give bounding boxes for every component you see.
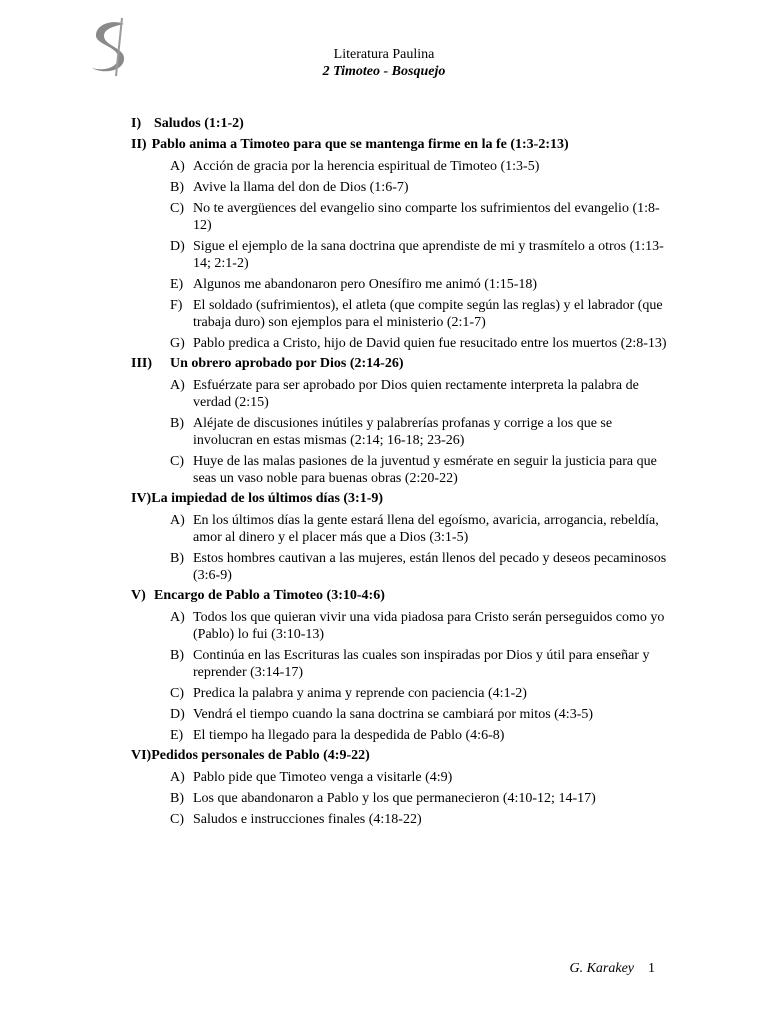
subpoint-list xyxy=(131,769,671,828)
subpoint-letter: C) xyxy=(170,201,184,216)
section-heading xyxy=(131,587,671,605)
subpoint-letter: G) xyxy=(170,336,185,351)
subpoint-text: Continúa en las Escrituras las cuales son inspiradas por Dios y útil para enseñar y reprender (3:14-17) xyxy=(193,648,650,680)
subpoint-item xyxy=(131,609,671,643)
subpoint-letter: A) xyxy=(170,378,185,393)
subpoint-item xyxy=(131,512,671,546)
subpoint-letter: B) xyxy=(170,648,184,663)
section-number: III) xyxy=(131,356,153,371)
subpoint-list xyxy=(131,609,671,744)
subpoint-text: Todos los que quieran vivir una vida piadosa para Cristo serán perseguidos como yo (Pablo) lo fui (3:10-13) xyxy=(193,610,665,642)
subpoint-letter: B) xyxy=(170,791,184,806)
subpoint-letter: E) xyxy=(170,277,184,292)
author-name: G. Karakey xyxy=(569,961,634,976)
subpoint-item xyxy=(131,790,671,807)
subpoint-text: No te avergüences del evangelio sino comparte los sufrimientos del evangelio (1:8-12) xyxy=(193,201,660,233)
subpoint-item xyxy=(131,550,671,584)
section-number: IV) xyxy=(131,491,152,506)
subpoint-letter: B) xyxy=(170,416,184,431)
page-footer xyxy=(569,960,655,977)
outline-section xyxy=(131,355,671,487)
subpoint-item xyxy=(131,811,671,828)
subpoint-text: Saludos e instrucciones finales (4:18-22) xyxy=(193,812,422,827)
document-title: 2 Timoteo - Bosquejo xyxy=(322,64,446,79)
subpoint-list xyxy=(131,377,671,487)
subpoint-text: Sigue el ejemplo de la sana doctrina que aprendiste de mi y trasmítelo a otros (1:13-14; 2:1-2) xyxy=(193,239,664,271)
section-number: V) xyxy=(131,588,146,603)
subpoint-text: Acción de gracia por la herencia espiritual de Timoteo (1:3-5) xyxy=(193,159,540,174)
subpoint-item xyxy=(131,179,671,196)
subpoint-letter: A) xyxy=(170,159,185,174)
subpoint-list xyxy=(131,158,671,352)
subpoint-item xyxy=(131,727,671,744)
section-title: La impiedad de los últimos días (3:1-9) xyxy=(151,491,384,506)
subpoint-text: Los que abandonaron a Pablo y los que permanecieron (4:10-12; 14-17) xyxy=(193,791,596,806)
section-heading xyxy=(131,136,671,154)
subpoint-letter: D) xyxy=(170,239,185,254)
subpoint-text: Pablo predica a Cristo, hijo de David quien fue resucitado entre los muertos (2:8-13) xyxy=(193,336,667,351)
subpoint-item xyxy=(131,706,671,723)
subpoint-item xyxy=(131,647,671,681)
outline-section xyxy=(131,490,671,584)
section-number: I) xyxy=(131,116,142,131)
subpoint-item xyxy=(131,276,671,293)
subpoint-text: Estos hombres cautivan a las mujeres, están llenos del pecado y deseos pecaminosos (3:6-9) xyxy=(193,551,667,583)
section-number: II) xyxy=(131,137,147,152)
subpoint-item xyxy=(131,297,671,331)
subpoint-text: Avive la llama del don de Dios (1:6-7) xyxy=(193,180,409,195)
section-number: VI) xyxy=(131,748,152,763)
section-title: Encargo de Pablo a Timoteo (3:10-4:6) xyxy=(154,588,385,603)
subpoint-text: Predica la palabra y anima y reprende con paciencia (4:1-2) xyxy=(193,686,527,701)
subpoint-letter: A) xyxy=(170,610,185,625)
subpoint-item xyxy=(131,377,671,411)
subpoint-item xyxy=(131,769,671,786)
subpoint-letter: B) xyxy=(170,551,184,566)
outline-section xyxy=(131,115,671,133)
section-heading xyxy=(131,355,671,373)
outline-section xyxy=(131,587,671,744)
document-header xyxy=(0,46,768,80)
section-title: Un obrero aprobado por Dios (2:14-26) xyxy=(170,356,404,371)
subpoint-item xyxy=(131,453,671,487)
subpoint-text: Vendrá el tiempo cuando la sana doctrina se cambiará por mitos (4:3-5) xyxy=(193,707,594,722)
subpoint-text: Pablo pide que Timoteo venga a visitarle (4:9) xyxy=(193,770,453,785)
subpoint-letter: E) xyxy=(170,728,184,743)
subpoint-letter: C) xyxy=(170,812,184,827)
subpoint-letter: F) xyxy=(170,298,183,313)
page-number: 1 xyxy=(648,961,655,976)
outline-section xyxy=(131,136,671,352)
subpoint-letter: C) xyxy=(170,686,184,701)
subpoint-text: Aléjate de discusiones inútiles y palabrerías profanas y corrige a los que se involucran en estas mismas (2:14; 16-18; 23-26) xyxy=(193,416,613,448)
section-title: Pablo anima a Timoteo para que se mantenga firme en la fe (1:3-2:13) xyxy=(151,137,569,152)
section-title: Pedidos personales de Pablo (4:9-22) xyxy=(151,748,370,763)
subpoint-text: Huye de las malas pasiones de la juventud y esmérate en seguir la justicia para que seas un vaso noble para buenas obras (2:20-22) xyxy=(193,454,657,486)
section-heading xyxy=(131,490,671,508)
subpoint-item xyxy=(131,685,671,702)
subpoint-text: Algunos me abandonaron pero Onesífiro me animó (1:15-18) xyxy=(193,277,538,292)
subpoint-letter: C) xyxy=(170,454,184,469)
subpoint-item xyxy=(131,335,671,352)
course-series: Literatura Paulina xyxy=(333,47,435,62)
outline-section xyxy=(131,747,671,828)
subpoint-text: El tiempo ha llegado para la despedida de Pablo (4:6-8) xyxy=(193,728,505,743)
subpoint-letter: B) xyxy=(170,180,184,195)
subpoint-letter: D) xyxy=(170,707,185,722)
subpoint-letter: A) xyxy=(170,770,185,785)
section-heading xyxy=(131,747,671,765)
subpoint-list xyxy=(131,512,671,584)
subpoint-text: Esfuérzate para ser aprobado por Dios quien rectamente interpreta la palabra de verdad (2:15) xyxy=(193,378,639,410)
section-title: Saludos (1:1-2) xyxy=(154,116,244,131)
subpoint-item xyxy=(131,415,671,449)
outline xyxy=(131,112,671,828)
subpoint-text: En los últimos días la gente estará llena del egoísmo, avaricia, arrogancia, rebeldía, amor al dinero y el placer más que a Dios (3:1-5) xyxy=(193,513,659,545)
subpoint-item xyxy=(131,158,671,175)
subpoint-letter: A) xyxy=(170,513,185,528)
subpoint-item xyxy=(131,200,671,234)
subpoint-text: El soldado (sufrimientos), el atleta (que compite según las reglas) y el labrador (que trabaja duro) son ejemplos para el ministerio (2:1-7) xyxy=(193,298,663,330)
section-heading xyxy=(131,115,671,133)
subpoint-item xyxy=(131,238,671,272)
